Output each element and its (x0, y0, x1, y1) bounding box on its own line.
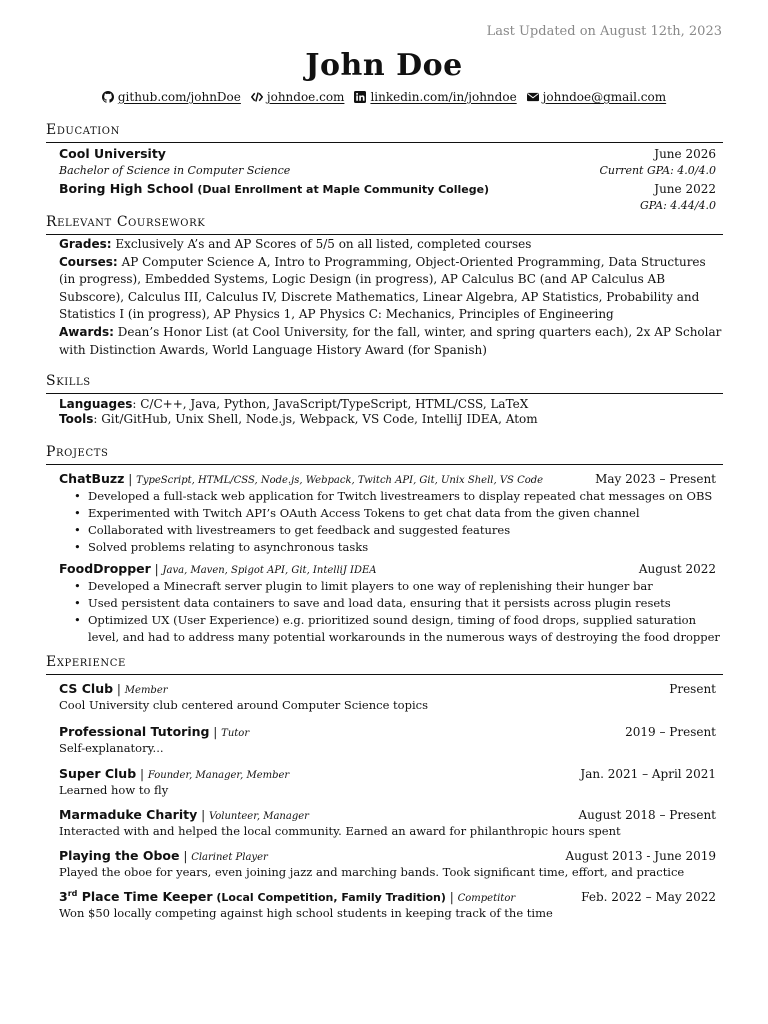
experience-header: Super Club | Founder, Manager, Member Jan. 2021 – April 2021 (59, 766, 716, 781)
experience-header: Professional Tutoring | Tutor 2019 – Present (59, 724, 716, 739)
school-name: Boring High School (59, 181, 194, 196)
education-item-details (59, 199, 716, 212)
project-header: FoodDropper | Java, Maven, Spigot API, Git, IntelliJ IDEA August 2022 (59, 561, 716, 576)
experience-role: Clarinet Player (191, 852, 268, 863)
github-link[interactable] (102, 90, 241, 104)
project-name: FoodDropper (59, 561, 151, 576)
linkedin-icon (354, 91, 366, 103)
linkedin-text: linkedin.com/in/johndoe (370, 90, 517, 104)
list-item: • Developed a Minecraft server plugin to limit players to one way of replenishing their hunger bar (74, 578, 724, 595)
experience-desc: Self-explanatory... (59, 741, 164, 755)
awards-line (59, 324, 724, 359)
experience-desc: Won $50 locally competing against high school students in keeping track of the time (59, 906, 553, 920)
website-text: johndoe.com (266, 90, 345, 104)
list-item: • Optimized UX (User Experience) e.g. prioritized sound design, timing of food drops, supplied saturation level, and had to address many potential workarounds in the numerous ways of destroying the food dropper (74, 612, 724, 646)
experience-date: August 2018 – Present (578, 808, 716, 822)
section-title-skills: Skills (46, 373, 91, 389)
section-title-projects: Projects (46, 444, 109, 460)
section-title-coursework: Relevant Coursework (46, 214, 206, 230)
experience-date: 2019 – Present (625, 725, 716, 739)
courses-line (59, 254, 724, 324)
education-date: June 2022 (654, 182, 716, 196)
experience-header: CS Club | Member Present (59, 681, 716, 696)
experience-role: Founder, Manager, Member (147, 770, 290, 781)
education-date: June 2026 (654, 147, 716, 161)
list-item: • Experimented with Twitch API’s OAuth Access Tokens to get chat data from the given channel (74, 505, 724, 522)
section-divider (46, 393, 723, 394)
tools-line (59, 412, 724, 427)
gpa: Current GPA: 4.0/4.0 (599, 164, 716, 177)
grades-value: Exclusively A’s and AP Scores of 5/5 on all listed, completed courses (115, 237, 532, 251)
experience-date: Jan. 2021 – April 2021 (580, 767, 716, 781)
experience-org-name: Place Time Keeper (77, 889, 213, 905)
experience-date: Present (669, 682, 716, 696)
page-title: John Doe (305, 48, 463, 83)
courses-value: AP Computer Science A, Intro to Programming, Object-Oriented Programming, Data Structures (in progress), Embedded Systems, Logic Design (in progress), AP Calculus BC (and AP Calculus AB Subscore), Calculus III, Calculus IV, Discrete Mathematics, Linear Algebra, AP Statistics, Probability and Statistics I (in progress), AP Physics 1, AP Physics C: Mechanics, Principles of Engineering (59, 254, 706, 322)
list-item: • Solved problems relating to asynchronous tasks (74, 539, 724, 556)
skills-text (59, 397, 724, 427)
section-title-experience: Experience (46, 654, 126, 670)
github-text: github.com/johnDoe (117, 90, 241, 104)
degree: Bachelor of Science in Computer Science (59, 164, 291, 177)
project-date: May 2023 – Present (595, 472, 716, 486)
envelope-icon (527, 91, 539, 103)
list-item: • Used persistent data containers to save and load data, ensuring that it persists across plugin resets (74, 595, 724, 612)
experience-desc: Played the oboe for years, even joining jazz and marching bands. Took significant time, effort, and practice (59, 865, 685, 879)
languages-label: Languages (59, 397, 133, 411)
education-item (59, 146, 716, 161)
experience-role: Member (124, 685, 168, 696)
experience-desc: Cool University club centered around Computer Science topics (59, 698, 428, 712)
github-icon (102, 91, 114, 103)
languages-line (59, 397, 724, 412)
section-divider (46, 142, 723, 143)
experience-role: Volunteer, Manager (208, 811, 309, 822)
section-divider (46, 464, 723, 465)
list-item: • Developed a full-stack web application for Twitch livestreamers to display repeated chat messages on OBS (74, 488, 724, 505)
experience-desc: Interacted with and helped the local community. Earned an award for philanthropic hours spent (59, 824, 621, 838)
email-text: johndoe@gmail.com (542, 90, 667, 104)
list-item: • Collaborated with livestreamers to get feedback and suggested features (74, 522, 724, 539)
experience-org: Super Club (59, 766, 137, 781)
school-name: Cool University (59, 146, 166, 161)
grades-line (59, 236, 724, 254)
awards-label: Awards: (59, 324, 114, 339)
project-tech: TypeScript, HTML/CSS, Node.js, Webpack, Twitch API, Git, Unix Shell, VS Code (136, 475, 544, 486)
education-item-details (59, 164, 716, 177)
project-bullets (74, 578, 724, 646)
languages-value: : C/C++, Java, Python, JavaScript/TypeScript, HTML/CSS, LaTeX (132, 397, 529, 411)
ordinal-number: 3 (59, 889, 68, 905)
tools-label: Tools (59, 412, 94, 426)
gpa: GPA: 4.44/4.0 (639, 199, 716, 212)
education-item (59, 181, 716, 196)
section-divider (46, 674, 723, 675)
section-divider (46, 234, 723, 235)
experience-org-detail: (Local Competition, Family Tradition) (216, 891, 446, 905)
project-header: ChatBuzz | TypeScript, HTML/CSS, Node.js, Webpack, Twitch API, Git, Unix Shell, VS Code May 2023 – Present (59, 471, 716, 486)
contact-bar (0, 90, 768, 104)
courses-label: Courses: (59, 254, 118, 269)
linkedin-link[interactable] (354, 90, 516, 104)
project-name: ChatBuzz (59, 471, 125, 486)
project-date: August 2022 (638, 562, 716, 576)
experience-org: Professional Tutoring (59, 724, 210, 739)
experience-header: Playing the Oboe | Clarinet Player August 2013 - June 2019 (59, 848, 716, 863)
experience-org (59, 889, 213, 904)
last-updated: Last Updated on August 12th, 2023 (486, 24, 722, 39)
project-tech: Java, Maven, Spigot API, Git, IntelliJ IDEA (162, 565, 377, 576)
school-detail: (Dual Enrollment at Maple Community College) (197, 183, 490, 196)
coursework-text (59, 236, 724, 359)
experience-role: Tutor (221, 728, 250, 739)
code-icon (251, 91, 263, 103)
grades-label: Grades: (59, 237, 112, 251)
experience-org: Playing the Oboe (59, 848, 180, 863)
section-title-education: Education (46, 122, 120, 138)
awards-value: Dean’s Honor List (at Cool University, for the fall, winter, and spring quarters each), 2x AP Scholar with Distinction Awards, World Language History Award (for Spanish) (59, 324, 722, 357)
experience-date: Feb. 2022 – May 2022 (581, 890, 716, 905)
experience-role: Competitor (457, 893, 516, 905)
experience-header: 3rd Place Time Keeper (Local Competition, Family Tradition) | Competitor Feb. 2022 – May 2022 (59, 889, 716, 905)
website-link[interactable] (251, 90, 345, 104)
email-link[interactable] (527, 90, 666, 104)
experience-org: CS Club (59, 681, 114, 696)
experience-date: August 2013 - June 2019 (565, 849, 716, 863)
experience-header: Marmaduke Charity | Volunteer, Manager August 2018 – Present (59, 807, 716, 822)
experience-org: Marmaduke Charity (59, 807, 198, 822)
experience-desc: Learned how to fly (59, 783, 169, 797)
tools-value: : Git/GitHub, Unix Shell, Node.js, Webpack, VS Code, IntelliJ IDEA, Atom (93, 412, 538, 426)
project-bullets (74, 488, 724, 556)
ordinal-suffix: rd (67, 889, 78, 898)
